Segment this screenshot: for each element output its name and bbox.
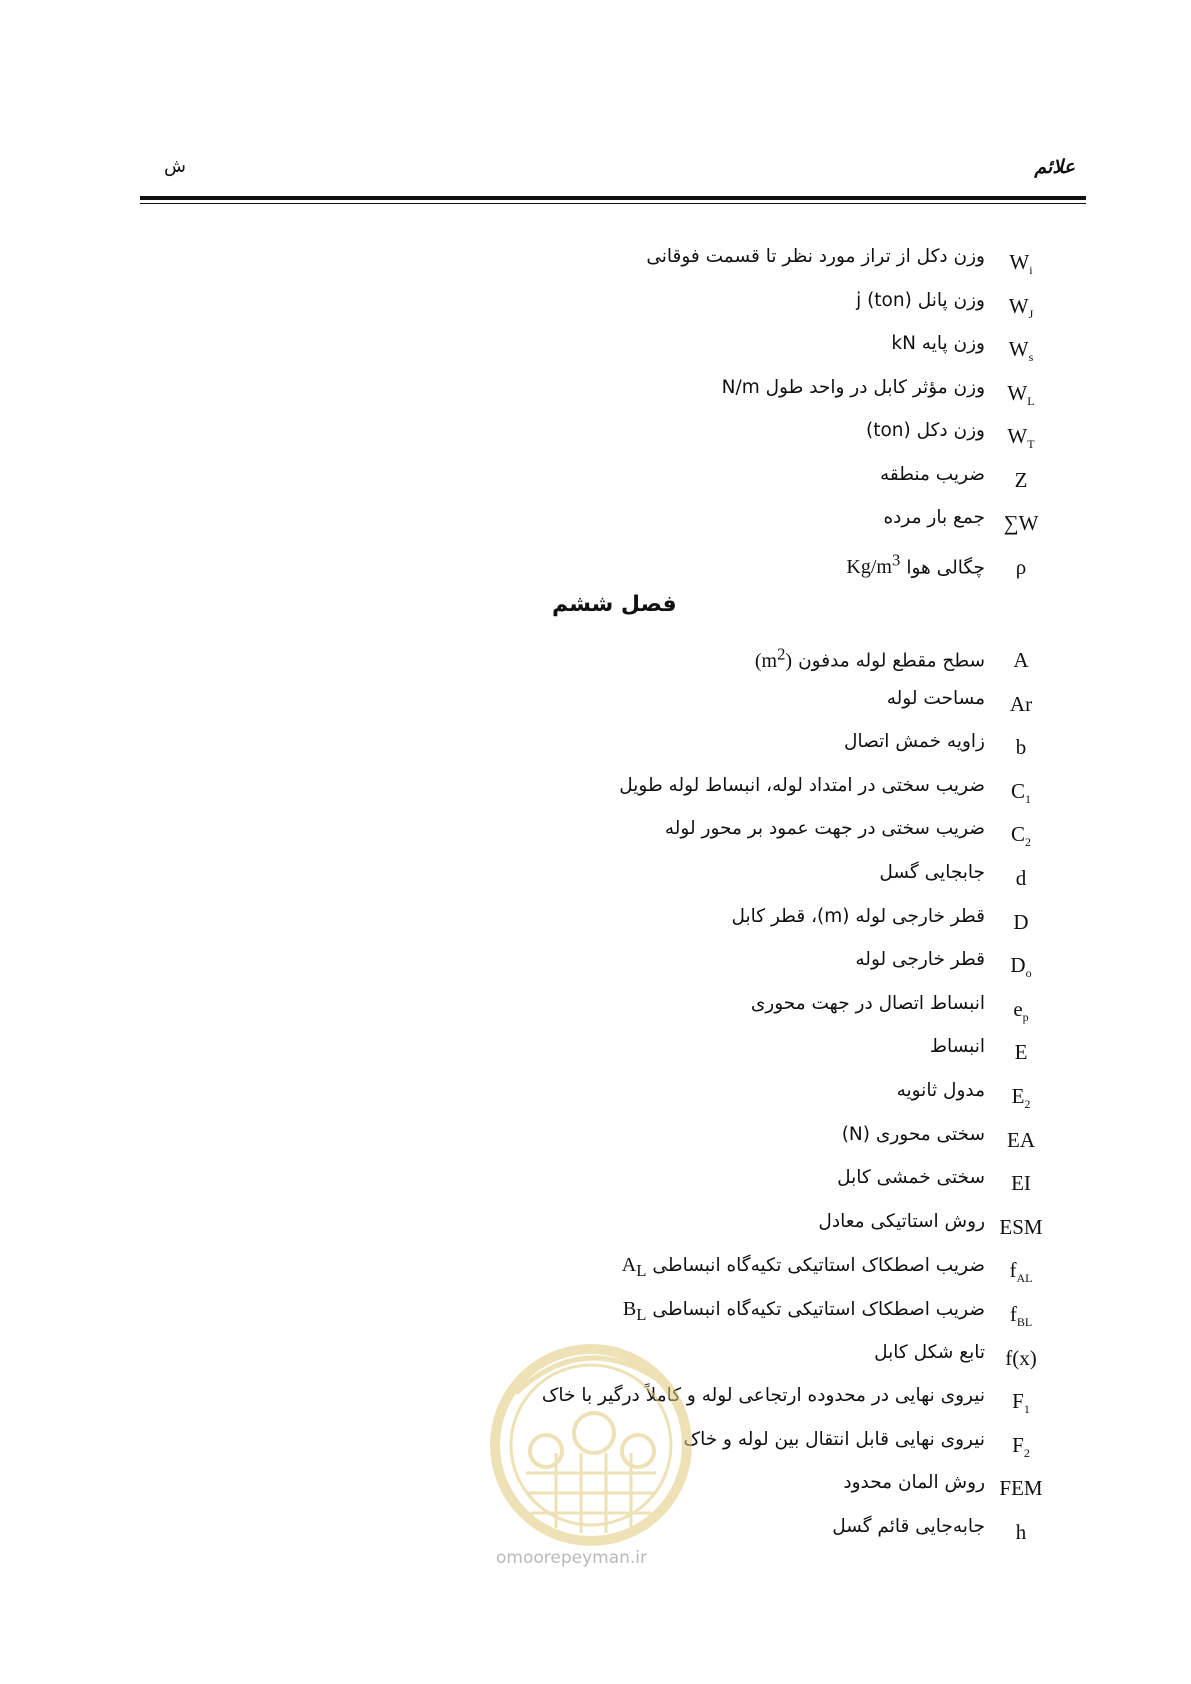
symbol-definition (623, 1298, 985, 1325)
definition-text: وزن دکل از تراز مورد نظر تا قسمت فوقانی (646, 246, 985, 267)
symbol-definition (866, 420, 985, 441)
definition-text: قطر خارجی لوله (855, 949, 985, 971)
symbol-base: W (1007, 424, 1028, 448)
watermark-seal-icon (486, 1333, 696, 1573)
symbol-base: ∑W (1003, 511, 1039, 535)
symbol-base: ESM (999, 1214, 1043, 1239)
symbol-subscript: s (1028, 350, 1034, 365)
symbol-row (0, 1120, 1191, 1160)
definition-text: جابه‌جایی قائم گسل (832, 1516, 985, 1537)
symbol-base: E (1011, 1084, 1025, 1108)
definition-latin-subscript: L (636, 1261, 647, 1281)
symbol (976, 866, 1066, 891)
symbol-base: F (1012, 1389, 1024, 1414)
symbol-base: f(x) (1005, 1345, 1037, 1370)
symbol (976, 337, 1066, 365)
symbol-base: C (1010, 822, 1025, 847)
symbol (976, 250, 1066, 278)
definition-text: روش استاتیکی معادل (818, 1210, 985, 1232)
symbol (976, 997, 1066, 1025)
symbol-row (0, 945, 1191, 985)
definition-text: نیروی نهایی قابل انتقال بین لوله و خاک (683, 1428, 985, 1450)
symbol-row (0, 684, 1191, 724)
symbol-row (0, 416, 1191, 456)
symbol-row (0, 242, 1191, 282)
symbol (976, 648, 1066, 673)
symbol-base: b (1015, 735, 1027, 760)
symbol-base: D (1010, 953, 1026, 978)
definition-text: وزن پانل j (ton) (856, 289, 985, 311)
symbol (976, 1084, 1066, 1112)
symbol (976, 1128, 1066, 1153)
symbol-row (0, 727, 1191, 767)
definition-latin-superscript: 2 (777, 644, 786, 663)
symbol-definition (622, 1254, 985, 1281)
symbol-row (0, 1207, 1191, 1247)
symbol-definition (930, 1036, 985, 1057)
symbol-subscript: BL (1016, 1315, 1033, 1330)
symbol (976, 692, 1066, 717)
definition-latin (621, 1254, 647, 1281)
definition-text: جمع بار مرده (883, 507, 985, 528)
symbol-base: Ar (1009, 691, 1033, 716)
symbol-subscript: 2 (1025, 835, 1031, 850)
definition-text: زاویه خمش اتصال (844, 731, 985, 753)
symbol (976, 1520, 1066, 1545)
definition-text: ضریب سختی در امتداد لوله، انبساط لوله طویل (619, 774, 985, 796)
symbol (976, 511, 1066, 536)
symbol-row (0, 1294, 1191, 1334)
symbol (976, 381, 1066, 409)
symbol-base: W (1009, 250, 1030, 274)
definition-text: انبساط (929, 1036, 985, 1058)
symbol (976, 424, 1066, 452)
symbol-base: f (1009, 1302, 1017, 1326)
symbol-row (0, 547, 1191, 587)
symbol-row (0, 771, 1191, 811)
definition-text: مساحت لوله (886, 687, 985, 709)
symbol-base: F (1012, 1432, 1024, 1457)
symbol (976, 1302, 1066, 1330)
symbol-base: A (1013, 648, 1029, 672)
symbol-row (0, 902, 1191, 942)
symbol-base: W (1008, 293, 1029, 318)
definition-latin-base: B (622, 1298, 637, 1320)
symbol (976, 779, 1066, 807)
symbol-definition (684, 1429, 985, 1450)
symbol-definition (722, 377, 985, 398)
symbol-subscript: o (1025, 966, 1032, 981)
symbol (976, 294, 1066, 322)
symbol-subscript: 2 (1024, 1097, 1031, 1112)
symbol-row (0, 814, 1191, 854)
definition-text: ضریب اصطکاک استاتیکی تکیه‌گاه انبساطی (652, 1299, 985, 1320)
symbol-definition (818, 1211, 985, 1232)
symbol (976, 1215, 1066, 1240)
definition-latin (622, 1298, 647, 1324)
symbol (976, 1476, 1066, 1501)
symbol (976, 953, 1066, 981)
symbol-definition (891, 333, 985, 354)
symbol-base: d (1015, 866, 1027, 890)
symbol-base: EI (1011, 1171, 1031, 1196)
symbol (976, 1171, 1066, 1196)
definition-latin-base: (m (754, 649, 778, 672)
definition-text: مدول ثانویه (896, 1080, 985, 1101)
symbol-row (0, 1076, 1191, 1116)
definition-latin-superscript: 3 (891, 550, 901, 570)
symbol-base: C (1010, 778, 1025, 803)
symbol-definition (879, 862, 985, 883)
symbol-definition (844, 731, 985, 752)
definition-text: تابع شکل کابل (874, 1341, 985, 1363)
definition-text: وزن مؤثر کابل در واحد طول N/m (721, 376, 985, 398)
definition-latin (754, 644, 793, 672)
symbol-row (0, 858, 1191, 898)
symbol-row (0, 640, 1191, 680)
symbol-definition (842, 1124, 985, 1145)
section-heading: فصل ششم (552, 592, 677, 617)
header-rule (140, 196, 1086, 200)
symbol-subscript: p (1022, 1009, 1029, 1024)
symbol-row (0, 503, 1191, 543)
symbol-subscript: L (1027, 393, 1035, 408)
symbol-row (0, 1032, 1191, 1072)
symbol (976, 822, 1066, 850)
definition-text: سطح مقطع لوله مدفون (798, 650, 985, 672)
definition-text: وزن پایه kN (891, 333, 985, 354)
definition-latin-tail: ) (785, 649, 793, 672)
definition-text: ضریب اصطکاک استاتیکی تکیه‌گاه انبساطی (652, 1255, 985, 1277)
symbol-subscript: T (1027, 437, 1035, 452)
symbol-definition (883, 507, 985, 528)
definition-latin-base: Kg/m (846, 556, 892, 579)
symbol-definition (832, 1516, 985, 1537)
symbol-definition (887, 688, 985, 709)
definition-latin-base: A (621, 1254, 637, 1277)
symbol (976, 1258, 1066, 1286)
definition-text: چگالی هوا (906, 557, 985, 579)
symbol-row (0, 1250, 1191, 1290)
symbol (976, 1433, 1066, 1461)
symbol-definition (874, 1342, 985, 1363)
symbol (976, 555, 1066, 580)
symbol-definition (755, 644, 985, 673)
symbol-row (0, 373, 1191, 413)
definition-text: ضریب منطقه (879, 463, 985, 485)
definition-text: جابجایی گسل (879, 862, 985, 883)
symbol-base: W (1007, 380, 1028, 405)
symbol-row (0, 460, 1191, 500)
symbol (976, 1040, 1066, 1065)
watermark-url: omoorepeyman.ir (496, 1548, 648, 1568)
symbol-base: FEM (999, 1476, 1043, 1501)
symbol (976, 910, 1066, 935)
symbol-base: E (1014, 1040, 1028, 1065)
symbol-base: f (1009, 1258, 1017, 1283)
symbol-definition (843, 1472, 985, 1493)
symbol-definition (731, 906, 985, 927)
symbol-definition (846, 551, 985, 580)
symbol-base: W (1008, 337, 1029, 361)
definition-text: سختی محوری (N) (841, 1123, 985, 1145)
symbol-definition (646, 246, 985, 267)
symbol-definition (665, 818, 985, 839)
definition-text: انبساط اتصال در جهت محوری (750, 992, 985, 1014)
symbol-definition (619, 775, 985, 796)
symbol (976, 735, 1066, 760)
symbol (976, 1389, 1066, 1417)
symbol-base: h (1015, 1520, 1027, 1544)
symbol-subscript: AL (1016, 1271, 1033, 1286)
symbol-subscript: 2 (1023, 1445, 1030, 1460)
symbol-base: e (1013, 996, 1023, 1021)
symbol (976, 468, 1066, 493)
symbol-row (0, 989, 1191, 1029)
symbol-subscript: J (1028, 306, 1034, 321)
symbol-base: D (1013, 909, 1029, 934)
symbol-base: EA (1007, 1127, 1035, 1152)
symbol-definition (751, 993, 985, 1014)
definition-text: سختی خمشی کابل (837, 1167, 985, 1189)
symbol (976, 1346, 1066, 1371)
running-header-title: علائم (1034, 156, 1075, 178)
symbol-subscript: 1 (1025, 791, 1031, 806)
symbol-subscript: 1 (1023, 1402, 1030, 1417)
definition-latin (846, 550, 901, 579)
definition-text: ضریب سختی در جهت عمود بر محور لوله (664, 818, 985, 840)
symbol-base: Z (1014, 467, 1028, 492)
symbol-definition (855, 949, 985, 970)
symbol-definition (837, 1167, 985, 1188)
definition-text: وزن دکل (ton) (865, 420, 985, 441)
symbol-row (0, 286, 1191, 326)
definition-latin-subscript: L (636, 1305, 647, 1324)
definition-text: نیروی نهایی در محدوده ارتجاعی لوله و کاملاً درگیر با خاک (541, 1385, 985, 1407)
definition-text: روش المان محدود (843, 1472, 985, 1494)
symbol-row (0, 1163, 1191, 1203)
symbol-row (0, 329, 1191, 369)
symbol-subscript: i (1029, 263, 1033, 278)
symbol-definition (880, 464, 985, 485)
page-marker: ش (164, 156, 186, 177)
symbol-definition (856, 290, 985, 311)
symbol-base: ρ (1015, 554, 1027, 579)
header-rule-thin (140, 203, 1086, 204)
symbol-definition (897, 1080, 985, 1101)
definition-text: قطر خارجی لوله (m)، قطر کابل (731, 905, 985, 927)
